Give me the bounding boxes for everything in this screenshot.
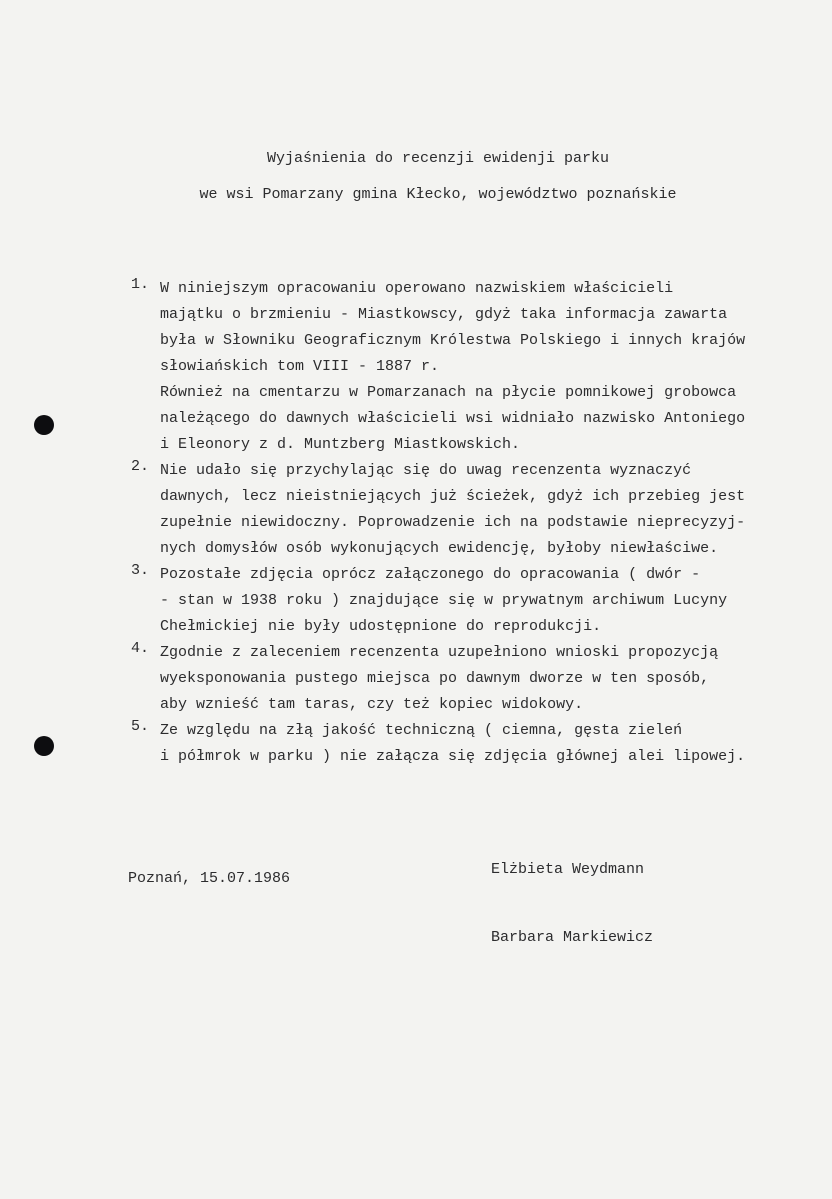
item-line: Pozostałe zdjęcia oprócz załączonego do opracowania ( dwór -: [160, 566, 701, 583]
list-item: [131, 640, 821, 718]
item-line: słowiańskich tom VIII - 1887 r.: [160, 358, 440, 375]
place-and-date: Poznań, 15.07.1986: [128, 870, 291, 887]
item-line: dawnych, lecz nieistniejących już ścieżek, gdyż ich przebieg jest: [160, 488, 746, 505]
item-number: 1.: [131, 276, 150, 293]
item-line: Ze względu na złą jakość techniczną ( ciemna, gęsta zieleń: [160, 722, 683, 739]
document-title: Wyjaśnienia do recenzji ewidenji parku: [266, 150, 610, 167]
item-line: i Eleonory z d. Muntzberg Miastkowskich.: [160, 436, 521, 453]
item-line: Nie udało się przychylając się do uwag recenzenta wyznaczyć: [160, 462, 692, 479]
item-number: 2.: [131, 458, 150, 475]
item-line: wyeksponowania pustego miejsca po dawnym dworze w ten sposób,: [160, 670, 710, 687]
item-line: Również na cmentarzu w Pomarzanach na płycie pomnikowej grobowca: [160, 384, 737, 401]
item-line: - stan w 1938 roku ) znajdujące się w prywatnym archiwum Lucyny: [160, 592, 728, 609]
signature-name-2: Barbara Markiewicz: [491, 929, 654, 946]
item-number: 4.: [131, 640, 150, 657]
explanation-list: [131, 276, 821, 770]
item-line: Chełmickiej nie były udostępnione do reprodukcji.: [160, 618, 602, 635]
item-number: 3.: [131, 562, 150, 579]
item-line: należącego do dawnych właścicieli wsi widniało nazwisko Antoniego: [160, 410, 746, 427]
list-item: [131, 562, 821, 640]
list-item: [131, 276, 821, 458]
item-number: 5.: [131, 718, 150, 735]
item-line: i półmrok w parku ) nie załącza się zdjęcia głównej alei lipowej.: [160, 748, 746, 765]
item-line: aby wznieść tam taras, czy też kopiec widokowy.: [160, 696, 584, 713]
document-subtitle: we wsi Pomarzany gmina Kłecko, województwo poznańskie: [199, 186, 677, 203]
item-line: była w Słowniku Geograficznym Królestwa Polskiego i innych krajów: [160, 332, 746, 349]
item-line: Zgodnie z zaleceniem recenzenta uzupełniono wnioski propozycją: [160, 644, 719, 661]
list-item: [131, 458, 821, 562]
item-line: nych domysłów osób wykonujących ewidencję, byłoby niewłaściwe.: [160, 540, 719, 557]
item-line: W niniejszym opracowaniu operowano nazwiskiem właścicieli: [160, 280, 674, 297]
punch-hole-icon: [34, 736, 54, 756]
list-item: [131, 718, 821, 770]
item-line: majątku o brzmieniu - Miastkowscy, gdyż taka informacja zawarta: [160, 306, 728, 323]
punch-hole-icon: [34, 415, 54, 435]
item-line: zupełnie niewidoczny. Poprowadzenie ich na podstawie nieprecyzyj-: [160, 514, 746, 531]
signature-name-1: Elżbieta Weydmann: [491, 861, 645, 878]
